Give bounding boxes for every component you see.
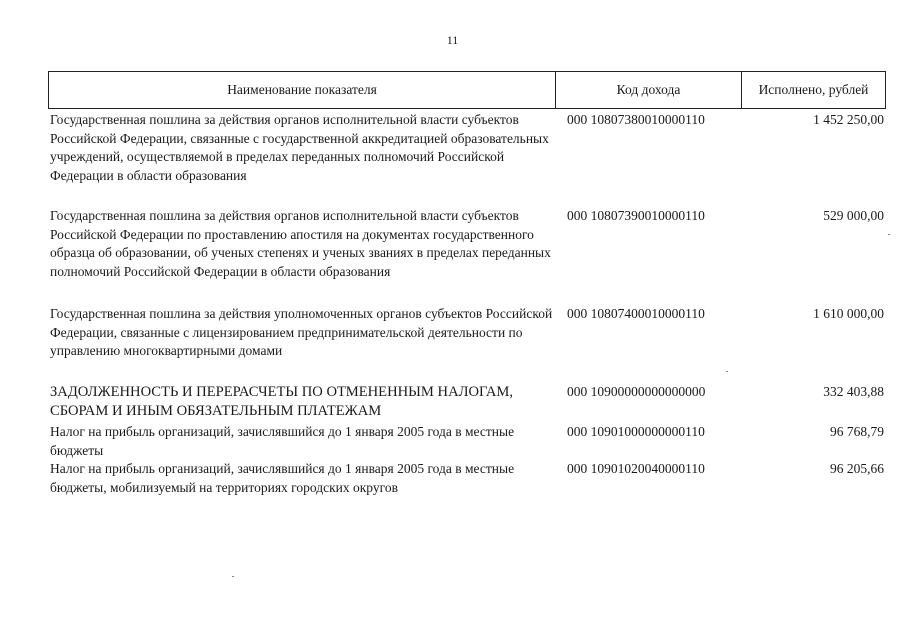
row-amount: 1 452 250,00 [813, 112, 884, 127]
row-amount: 96 768,79 [830, 424, 884, 439]
table-header [48, 71, 886, 109]
row-code: 000 10901020040000110 [567, 461, 705, 476]
row-amount: 529 000,00 [823, 208, 884, 223]
scan-speck [726, 371, 728, 372]
header-amount: Исполнено, рублей [758, 82, 869, 97]
scan-speck [232, 576, 234, 577]
row-name: Государственная пошлина за действия органов исполнительной власти субъектов Российской Федерации, связанные с государственной аккредитацией образовательных учреждений, осуществляемой в пределах переданных полномочий Российской Федерации в области образования [50, 112, 549, 183]
row-name: Государственная пошлина за действия уполномоченных органов субъектов Российской Федерации, связанные с лицензированием предпринимательской деятельности по управлению многоквартирными домами [50, 306, 553, 359]
page-number: 11 [446, 33, 459, 47]
header-name: Наименование показателя [49, 72, 556, 108]
row-code: 000 10807400010000110 [567, 306, 705, 321]
row-code: 000 10901000000000110 [567, 424, 705, 439]
row-code: 000 10807390010000110 [567, 208, 705, 223]
scan-speck [888, 234, 890, 235]
row-name: Государственная пошлина за действия органов исполнительной власти субъектов Российской Федерации по проставлению апостиля на документах государственного образца об образовании, об ученых степенях и ученых званиях в пределах переданных полномочий Российской Федерации в области образования [50, 208, 551, 279]
row-name: ЗАДОЛЖЕННОСТЬ И ПЕРЕРАСЧЕТЫ ПО ОТМЕНЕННЫМ НАЛОГАМ, СБОРАМ И ИНЫМ ОБЯЗАТЕЛЬНЫМ ПЛАТЕЖАМ [50, 384, 514, 419]
row-code: 000 10807380010000110 [567, 112, 705, 127]
row-name: Налог на прибыль организаций, зачислявшийся до 1 января 2005 года в местные бюджеты, мобилизуемый на территориях городских округов [50, 461, 515, 495]
row-amount: 332 403,88 [823, 384, 884, 399]
row-amount: 96 205,66 [830, 461, 884, 476]
row-code: 000 10900000000000000 [567, 384, 706, 399]
row-name: Налог на прибыль организаций, зачислявшийся до 1 января 2005 года в местные бюджеты [50, 424, 515, 458]
row-amount: 1 610 000,00 [813, 306, 884, 321]
header-code: Код дохода [556, 72, 742, 108]
